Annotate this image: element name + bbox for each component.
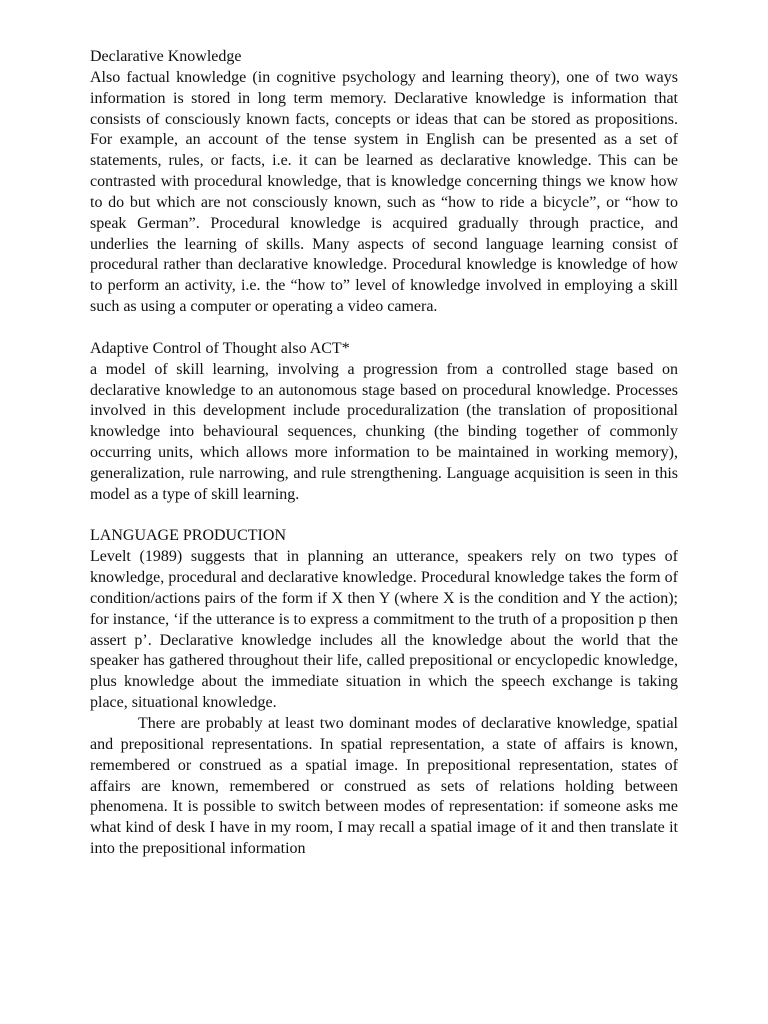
section-paragraph: Levelt (1989) suggests that in planning an utterance, speakers rely on two types of knowledge, procedural and declarative knowledge. Procedural knowledge takes the form of condition/actions pairs of the form if X then Y (where X is the condition and Y the action); for instance, ‘if the utterance is to express a commitment to the truth of a proposition p then assert p’. Declarative knowledge includes all the knowledge about the world that the speaker has gathered throughout their life, called prepositional or encyclopedic knowledge, plus knowledge about the immediate situation in which the speech exchange is taking place, situational knowledge. <box>90 548 678 712</box>
section-paragraph-indented: There are probably at least two dominant modes of declarative knowledge, spatial and prepositional representations. In spatial representation, a state of affairs is known, remembered or construed as a spatial image. In prepositional representation, states of affairs are known, remembered or construed as sets of relations holding between phenomena. It is possible to switch between modes of representation: if someone asks me what kind of desk I have in my room, I may recall a spatial image of it and then translate it into the prepositional information <box>90 715 678 858</box>
section-heading: LANGUAGE PRODUCTION <box>90 527 286 545</box>
section-paragraph: Also factual knowledge (in cognitive psychology and learning theory), one of two ways information is stored in long term memory. Declarative knowledge is information that consists of consciously known facts, concepts or ideas that can be stored as propositions. For example, an account of the tense system in English can be presented as a set of statements, rules, or facts, i.e. it can be learned as declarative knowledge. This can be contrasted with procedural knowledge, that is knowledge concerning things we know how to do but which are not consciously known, such as “how to ride a bicycle”, or “how to speak German”. Procedural knowledge is acquired gradually through practice, and underlies the learning of skills. Many aspects of second language learning consist of procedural rather than declarative knowledge. Procedural knowledge is knowledge of how to perform an activity, i.e. the “how to” level of knowledge involved in employing a skill such as using a computer or operating a video camera. <box>90 68 678 316</box>
document-page <box>90 47 678 881</box>
section-heading: Adaptive Control of Thought also ACT* <box>90 339 350 357</box>
section-heading: Declarative Knowledge <box>90 48 242 65</box>
section-adaptive-control-of-thought <box>90 339 678 506</box>
section-paragraph: a model of skill learning, involving a progression from a controlled stage based on declarative knowledge to an autonomous stage based on procedural knowledge. Processes involved in this development include proceduralization (the translation of propositional knowledge into behavioural sequences, chunking (the binding together of commonly occurring units, which allows more information to be maintained in working memory), generalization, rule narrowing, and rule strengthening. Language acquisition is seen in this model as a type of skill learning. <box>90 360 678 503</box>
section-declarative-knowledge <box>90 47 678 318</box>
section-language-production <box>90 526 678 860</box>
